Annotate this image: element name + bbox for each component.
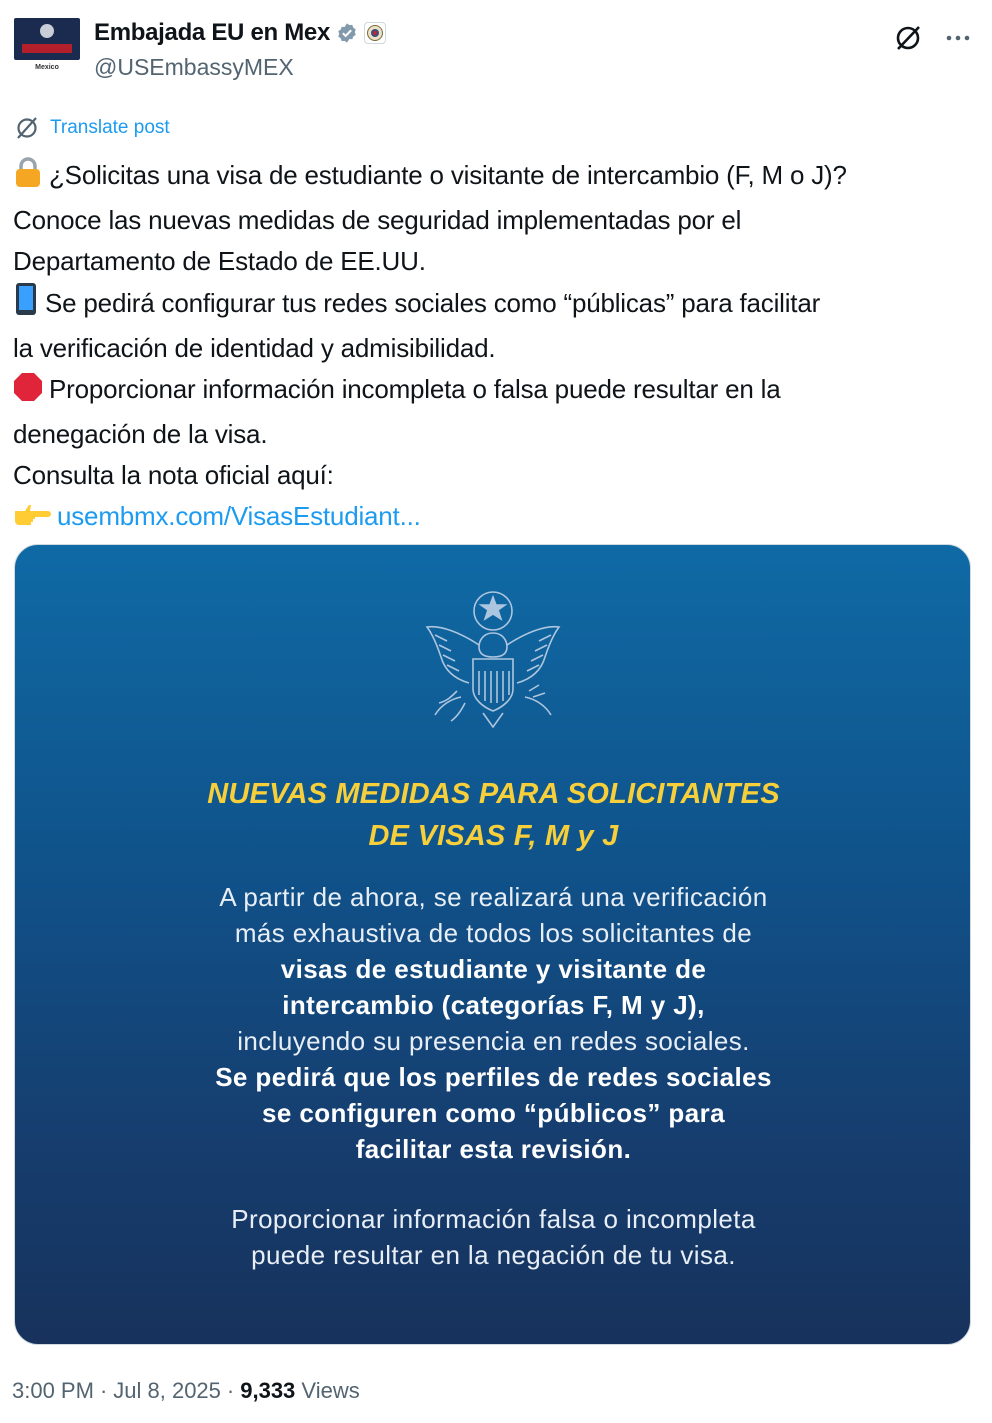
post-line: Se pedirá configurar tus redes sociales como “públicas” para facilitar <box>13 282 983 328</box>
verified-badge-icon[interactable] <box>336 22 358 44</box>
post-line: Consulta la nota oficial aquí: <box>13 460 334 490</box>
post-link[interactable]: usembmx.com/VisasEstudiant... <box>57 501 421 531</box>
pointing-right-icon <box>13 500 51 541</box>
post-line: Conoce las nuevas medidas de seguridad implementadas por el <box>13 205 742 235</box>
image-title: NUEVAS MEDIDAS PARA SOLICITANTES DE VISAS F, M y J <box>207 778 780 852</box>
lock-icon <box>13 156 43 200</box>
author-handle[interactable]: @USEmbassyMEX <box>94 54 294 80</box>
grok-icon[interactable] <box>892 22 924 54</box>
author-name-line <box>94 18 386 48</box>
author-display-name[interactable]: Embajada EU en Mex <box>94 19 331 46</box>
meta-separator: · <box>99 1378 108 1403</box>
post-line: Proporcionar información incompleta o falsa puede resultar en la <box>13 369 983 414</box>
post-line: denegación de la visa. <box>13 419 268 449</box>
post-time[interactable]: 3:00 PM <box>12 1378 94 1403</box>
more-options-icon[interactable] <box>942 22 974 54</box>
affiliation-seal-icon[interactable] <box>364 22 386 44</box>
views[interactable] <box>240 1378 359 1404</box>
views-label: Views <box>301 1378 360 1403</box>
meta-separator: · <box>226 1378 235 1403</box>
translate-post[interactable] <box>14 114 170 142</box>
post-line <box>13 496 983 541</box>
post-text <box>13 155 983 541</box>
avatar-caption: Mexico <box>35 64 59 71</box>
translate-icon <box>14 115 40 141</box>
great-seal-icon <box>421 587 565 733</box>
image-footer: Proporcionar información falsa o incompleta puede resultar en la negación de tu visa. <box>231 1204 756 1270</box>
post-line: ¿Solicitas una visa de estudiante o visitante de intercambio (F, M o J)? <box>13 155 983 200</box>
mobile-phone-icon <box>13 282 39 328</box>
image-body: A partir de ahora, se realizará una verificación más exhaustiva de todos los solicitantes de visas de estudiante y visitante de intercambio (categorías F, M y J), incluyendo su presencia en redes sociales. Se pedirá que los perfiles de redes sociales se configuren como “públicos” para facilitar esta revisión. <box>215 882 772 1164</box>
translate-label[interactable]: Translate post <box>50 117 170 138</box>
post-line: la verificación de identidad y admisibilidad. <box>13 333 496 363</box>
avatar[interactable] <box>12 18 82 80</box>
post-image[interactable] <box>14 544 971 1345</box>
post-line: Departamento de Estado de EE.UU. <box>13 246 426 276</box>
avatar-image <box>14 18 80 60</box>
post-header <box>12 16 980 86</box>
stop-sign-icon <box>13 372 43 414</box>
views-count: 9,333 <box>240 1378 296 1403</box>
post-date[interactable]: Jul 8, 2025 <box>113 1378 221 1403</box>
post-meta <box>12 1378 360 1404</box>
